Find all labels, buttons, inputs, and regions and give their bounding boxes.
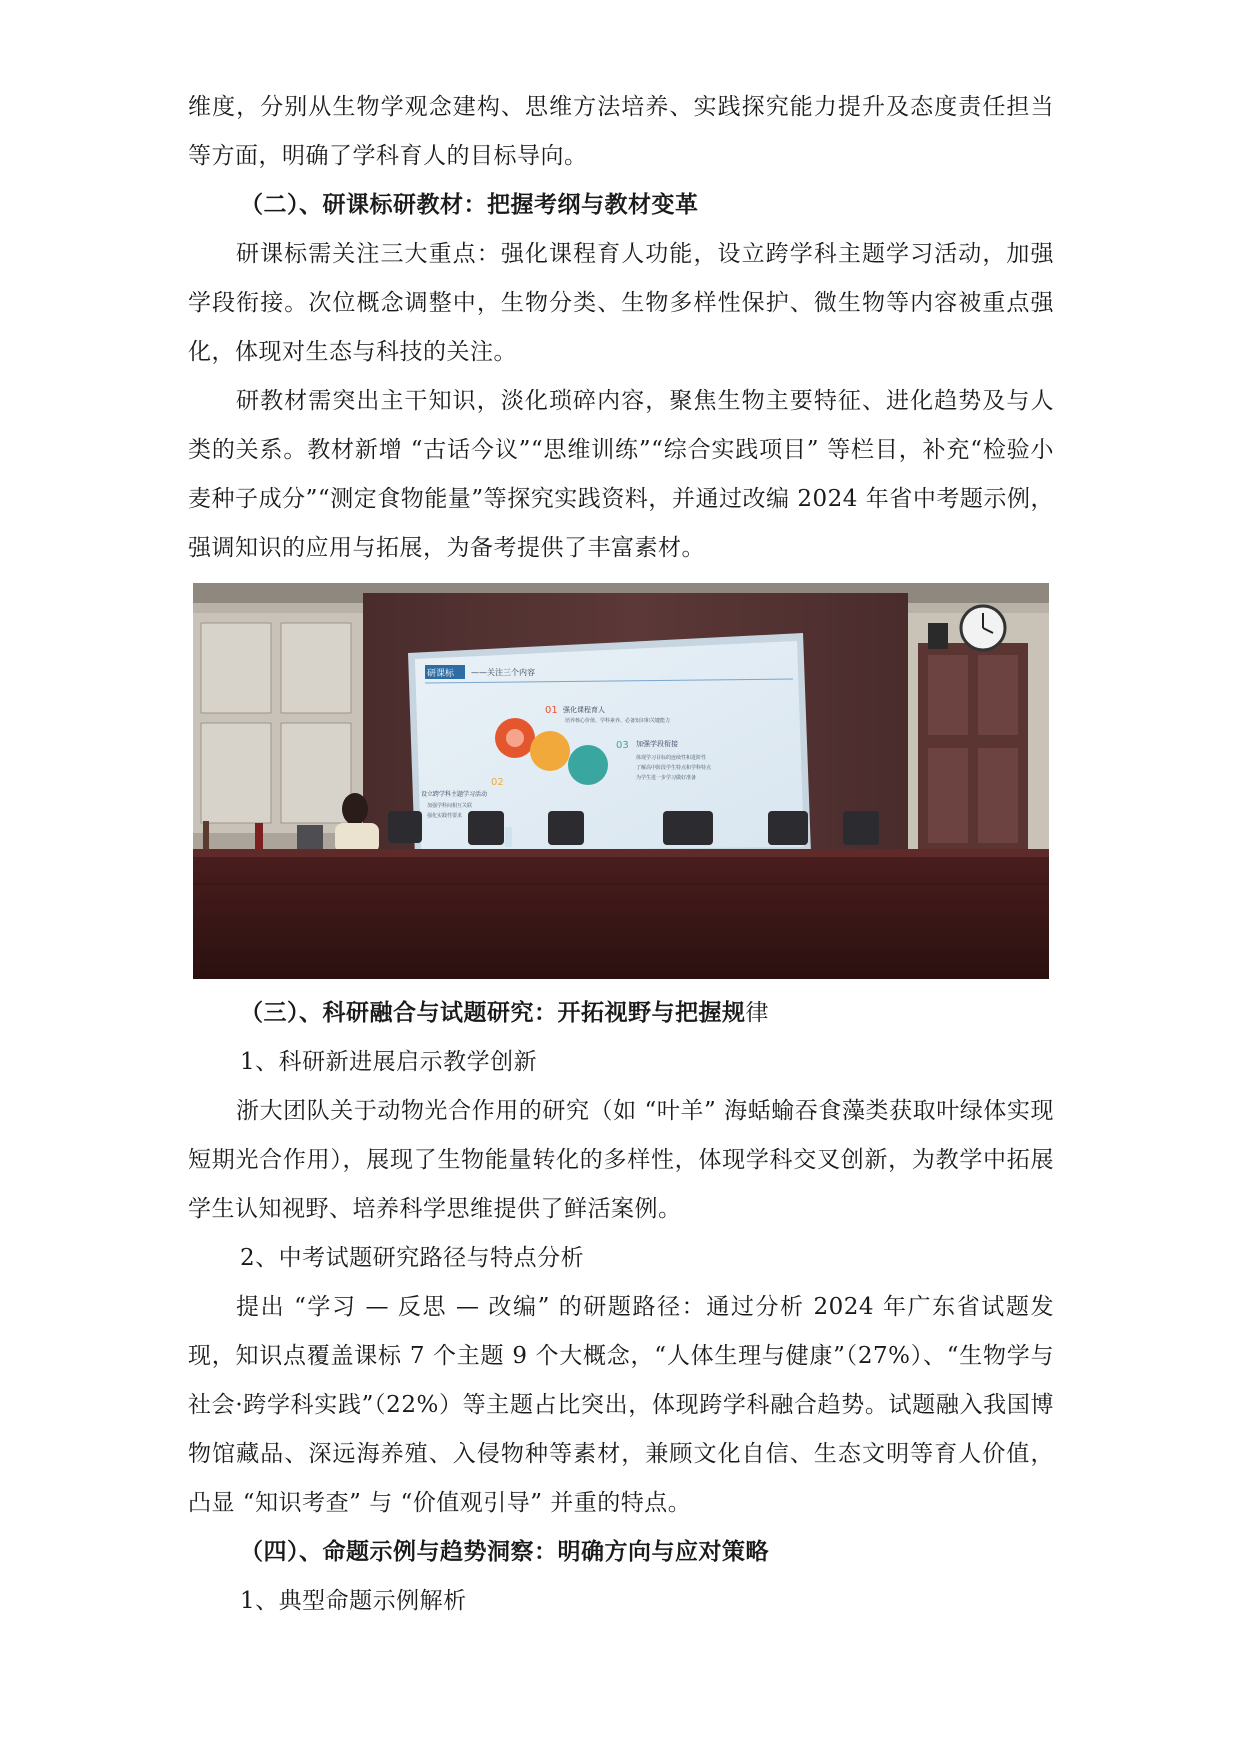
slide-item1-title: 强化课程育人	[563, 706, 605, 714]
section-3-paragraph-1: 浙大团队关于动物光合作用的研究（如 “叶羊” 海蛞蝓吞食藻类获取叶绿体实现短期光合作用），展现了生物能量转化的多样性，体现学科交叉创新，为教学中拓展学生认知视野、培养科学思维提供了鲜活案例。	[188, 1098, 1054, 1222]
section-3-sub-2: 2、中考试题研究路径与特点分析	[240, 1245, 585, 1271]
intro-paragraph: 维度，分别从生物学观念建构、思维方法培养、实践探究能力提升及态度责任担当等方面，明确了学科育人的目标导向。	[188, 94, 1054, 169]
slide-item2-desc1: 加强学科间相互关联	[427, 803, 473, 809]
section-3-heading	[240, 989, 769, 1038]
slide-item2-num: 02	[491, 777, 504, 788]
slide-item3-desc3: 为学生进一步学习做好准备	[636, 775, 697, 781]
section-3-heading-tail: 律	[745, 1000, 769, 1026]
lecture-photo-image	[193, 583, 1049, 979]
slide-item3-title: 加强学段衔接	[636, 740, 678, 748]
slide-item3-desc2: 了解高中阶段学生特点和学科特点	[636, 765, 712, 771]
section-3-paragraph-2: 提出 “学习 — 反思 — 改编” 的研题路径：通过分析 2024 年广东省试题发现，知识点覆盖课标 7 个主题 9 个大概念，“人体生理与健康”（27%）、“生物学与社会·跨学科实践”（22%）等主题占比突出，体现跨学科融合趋势。试题融入我国博物馆藏品、深远海养殖、入侵物种等素材，兼顾文化自信、生态文明等育人价值，凸显 “知识考查” 与 “价值观引导” 并重的特点。	[188, 1294, 1054, 1516]
slide-item2-desc2: 强化实践性要求	[427, 813, 463, 819]
slide-item1-desc: 培养核心价值、学科素养、必备知识和关键能力	[565, 718, 671, 724]
slide-circle-3	[568, 745, 608, 785]
section-3-heading-bold: （三）、科研融合与试题研究：开拓视野与把握规	[240, 1000, 746, 1026]
slide-item2-title: 设立跨学科主题学习活动	[421, 791, 488, 798]
section-2-paragraph-1: 研课标需关注三大重点：强化课程育人功能，设立跨学科主题学习活动，加强学段衔接。次位概念调整中，生物分类、生物多样性保护、微生物等内容被重点强化，体现对生态与科技的关注。	[188, 241, 1054, 365]
slide-item1-num: 01	[545, 705, 558, 716]
section-4-sub-1: 1、典型命题示例解析	[240, 1588, 467, 1614]
slide-item3-num: 03	[616, 740, 629, 751]
slide-item3-desc1: 体现学习目标的连续性和进阶性	[636, 755, 707, 761]
slide-circle-2	[530, 731, 570, 771]
lecture-photo	[193, 583, 1049, 979]
section-3-sub-1: 1、科研新进展启示教学创新	[240, 1049, 538, 1075]
slide-subtitle: ——关注三个内容	[471, 668, 535, 677]
slide-tag: 研课标	[427, 669, 455, 679]
presenter	[342, 793, 368, 825]
section-4-heading: （四）、命题示例与趋势洞察：明确方向与应对策略	[240, 1539, 769, 1565]
section-2-heading: （二）、研课标研教材：把握考纲与教材变革	[240, 192, 699, 218]
section-2-paragraph-2: 研教材需突出主干知识，淡化琐碎内容，聚焦生物主要特征、进化趋势及与人类的关系。教材新增 “古话今议”“思维训练”“综合实践项目” 等栏目，补充“检验小麦种子成分”“测定食物能量”等探究实践资料，并通过改编 2024 年省中考题示例，强调知识的应用与拓展，为备考提供了丰富素材。	[188, 388, 1054, 561]
